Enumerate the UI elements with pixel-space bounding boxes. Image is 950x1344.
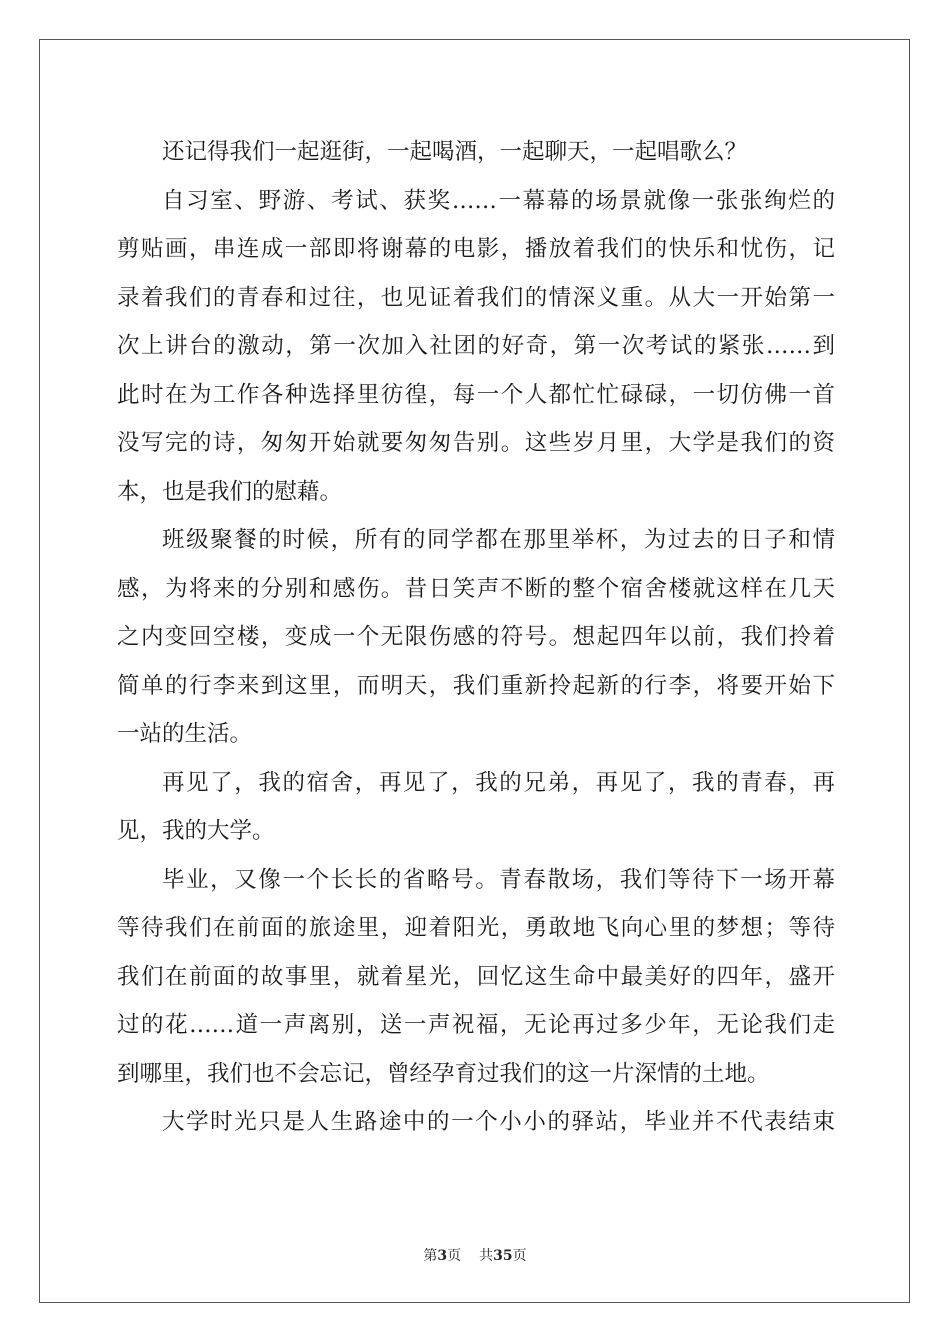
- text-line: 毕业，又像一个长长的省略号。青春散场，我们等待下一场开幕: [162, 866, 835, 893]
- text-line: 再见了，我的宿舍，再见了，我的兄弟，再见了，我的青春，再: [162, 769, 835, 796]
- total-page-count: 35: [493, 1248, 513, 1264]
- text-line: 过的花……道一声离别，送一声祝福，无论再过多少年，无论我们走: [117, 1012, 835, 1038]
- document-body: [117, 128, 835, 1147]
- text-line: 一站的生活。: [117, 721, 253, 747]
- text-line: 简单的行李来到这里，而明天，我们重新拎起新的行李，将要开始下: [117, 672, 835, 699]
- text-line: 没写完的诗，匆匆开始就要匆匆告别。这些岁月里，大学是我们的资: [117, 430, 835, 456]
- footer-page-suffix: 页: [447, 1248, 462, 1264]
- text-line: 到哪里，我们也不会忘记，曾经孕育过我们的这一片深情的土地。: [117, 1060, 770, 1087]
- footer-total-suffix: 页: [512, 1248, 527, 1264]
- text-line: 次上讲台的激动，第一次加入社团的好奇，第一次考试的紧张……到: [117, 333, 835, 359]
- text-line: 等待我们在前面的旅途里，迎着阳光，勇敢地飞向心里的梦想；等待: [117, 915, 835, 941]
- page-footer: [0, 1246, 950, 1266]
- text-line: 感，为将来的分别和感伤。昔日笑声不断的整个宿舍楼就这样在几天: [117, 575, 835, 602]
- footer-total-prefix: 共: [479, 1248, 494, 1264]
- text-line: 本，也是我们的慰藉。: [117, 478, 343, 505]
- text-line: 自习室、野游、考试、获奖……一幕幕的场景就像一张张绚烂的: [162, 187, 835, 214]
- text-line: 剪贴画，串连成一部即将谢幕的电影，播放着我们的快乐和忧伤，记: [117, 236, 835, 262]
- text-line: 我们在前面的故事里，就着星光，回忆这生命中最美好的四年，盛开: [117, 963, 835, 990]
- text-line: 见，我的大学。: [117, 818, 275, 844]
- text-line: 大学时光只是人生路途中的一个小小的驿站，毕业并不代表结束: [162, 1109, 835, 1135]
- text-line: 此时在为工作各种选择里彷徨，每一个人都忙忙碌碌，一切仿佛一首: [117, 381, 835, 408]
- text-line: 录着我们的青春和过往，也见证着我们的情深义重。从大一开始第一: [117, 284, 835, 311]
- text-line: 还记得我们一起逛街，一起喝酒，一起聊天，一起唱歌么？: [162, 139, 748, 165]
- text-line: 之内变回空楼，变成一个无限伤感的符号。想起四年以前，我们拎着: [117, 624, 835, 650]
- text-line: 班级聚餐的时候，所有的同学都在那里举杯，为过去的日子和情: [162, 527, 835, 553]
- footer-page-prefix: 第: [423, 1248, 438, 1264]
- current-page-number: 3: [437, 1248, 448, 1264]
